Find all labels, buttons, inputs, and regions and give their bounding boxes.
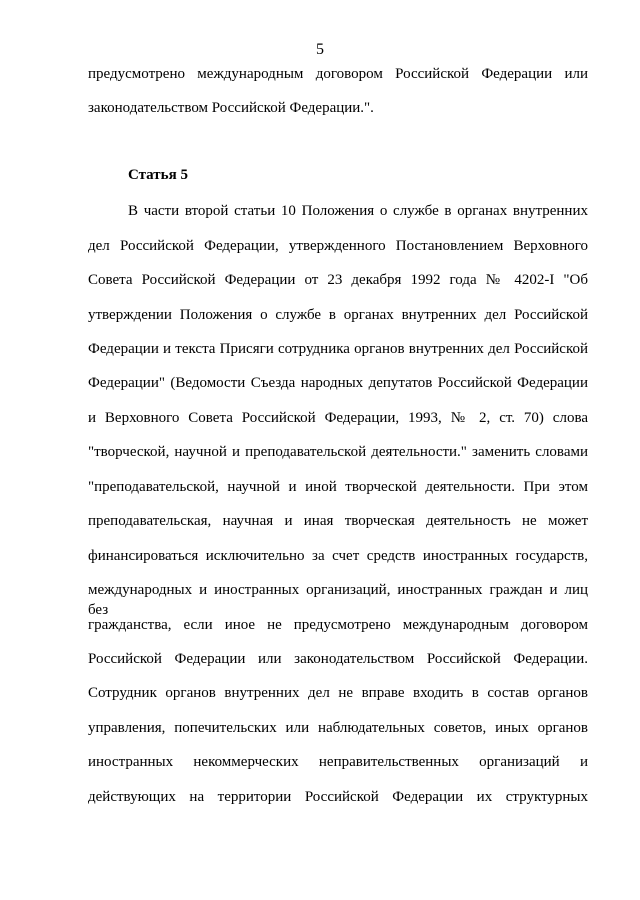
text-line: "творческой, научной и преподавательской деятельности." заменить словами xyxy=(88,444,588,460)
text-line: международных и иностранных организаций, иностранных граждан и лиц без xyxy=(88,582,588,618)
text-line: Совета Российской Федерации от 23 декабря 1992 года № 4202-I "Об xyxy=(88,272,588,288)
text-line: "преподавательской, научной и иной творческой деятельности. При этом xyxy=(88,479,588,495)
text-line: иностранных некоммерческих неправительственных организаций и xyxy=(88,754,588,770)
text-line: утверждении Положения о службе в органах внутренних дел Российской xyxy=(88,307,588,323)
text-line: преподавательская, научная и иная творческая деятельность не может xyxy=(88,513,588,529)
text-line: действующих на территории Российской Федерации их структурных xyxy=(88,789,588,805)
text-line: Федерации и текста Присяги сотрудника органов внутренних дел Российской xyxy=(88,341,588,357)
text-line: В части второй статьи 10 Положения о службе в органах внутренних xyxy=(128,203,588,219)
text-line: дел Российской Федерации, утвержденного Постановлением Верховного xyxy=(88,238,588,254)
text-line: предусмотрено международным договором Российской Федерации или xyxy=(88,66,588,82)
text-line: Российской Федерации или законодательством Российской Федерации. xyxy=(88,651,588,667)
text-line: финансироваться исключительно за счет средств иностранных государств, xyxy=(88,548,588,564)
text-line: Федерации" (Ведомости Съезда народных депутатов Российской Федерации xyxy=(88,375,588,391)
article-heading: Статья 5 xyxy=(128,167,188,183)
text-line: гражданства, если иное не предусмотрено международным договором xyxy=(88,617,588,633)
text-line: управления, попечительских или наблюдательных советов, иных органов xyxy=(88,720,588,736)
text-line: и Верховного Совета Российской Федерации, 1993, № 2, ст. 70) слова xyxy=(88,410,588,426)
text-line: Сотрудник органов внутренних дел не вправе входить в состав органов xyxy=(88,685,588,701)
page-number: 5 xyxy=(316,41,324,58)
text-line: законодательством Российской Федерации.". xyxy=(88,100,374,116)
